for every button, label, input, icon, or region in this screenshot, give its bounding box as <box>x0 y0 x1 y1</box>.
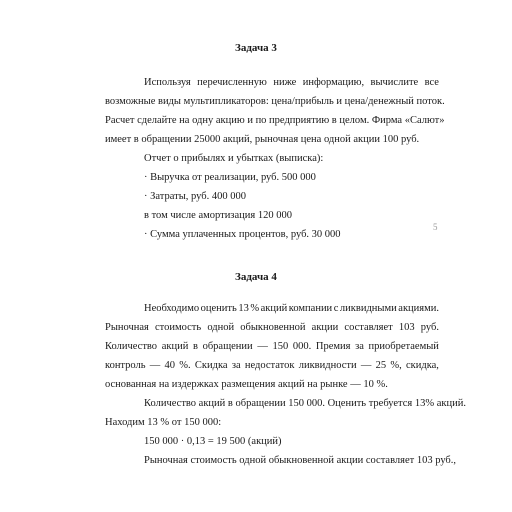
page-number: 5 <box>433 222 438 232</box>
task4-paragraph-line-2 <box>105 321 439 334</box>
word: акциями. <box>398 303 439 314</box>
word: руб. <box>420 322 439 333</box>
word: акции <box>311 322 339 333</box>
task3-list-item: · Выручка от реализации, руб. 500 000 <box>144 172 316 183</box>
word: 150 <box>272 341 289 352</box>
word: Необходимо <box>144 303 200 314</box>
word: вычислите <box>370 77 419 88</box>
task3-list-item: в том числе амортизация 120 000 <box>144 210 292 221</box>
task4-paragraph-line-3 <box>105 340 439 353</box>
task3-paragraph-line-2: возможные виды мультипликаторов: цена/прибыль и цена/денежный поток. <box>105 96 445 107</box>
task3-paragraph-line-3: Расчет сделайте на одну акцию и по предприятию в целом. Фирма «Салют» <box>105 115 445 126</box>
word: Рыночная <box>105 322 149 333</box>
task3-report-title: Отчет о прибылях и убытках (выписка): <box>144 153 324 164</box>
word: акций <box>260 303 288 314</box>
word: — <box>360 360 372 371</box>
task4-title: Задача 4 <box>235 271 277 283</box>
word: обыкновенной <box>240 322 306 333</box>
word: Премия <box>315 341 351 352</box>
word: акций <box>161 341 189 352</box>
word: — <box>149 360 161 371</box>
word: ликвидности <box>298 360 357 371</box>
task4-paragraph2-line-2: Находим 13 % от 150 000: <box>105 417 222 428</box>
word: Используя <box>144 77 191 88</box>
word: Скидка <box>194 360 228 371</box>
task4-paragraph-line-5: основанная на издержках размещения акций на рынке — 10 %. <box>105 379 388 390</box>
word: 40 <box>164 360 176 371</box>
word: ликвидными <box>339 303 397 314</box>
word: оценить <box>200 303 237 314</box>
task4-paragraph-line-4 <box>105 359 439 372</box>
word: %. <box>179 360 191 371</box>
task3-paragraph-line-1 <box>144 76 439 89</box>
word: стоимость <box>155 322 202 333</box>
task4-paragraph3-line-1: Рыночная стоимость одной обыкновенной акции составляет 103 руб., <box>144 455 457 466</box>
task3-title: Задача 3 <box>235 42 277 54</box>
word: %, <box>390 360 402 371</box>
word: в <box>192 341 198 352</box>
word: Количество <box>105 341 158 352</box>
word: одной <box>207 322 235 333</box>
word: недостаток <box>244 360 295 371</box>
word: компании <box>288 303 333 314</box>
word: 000. <box>292 341 312 352</box>
task3-list-item: · Затраты, руб. 400 000 <box>144 191 246 202</box>
word: с <box>333 303 339 314</box>
word: за <box>231 360 241 371</box>
word: контроль <box>105 360 146 371</box>
word: составляет <box>344 322 393 333</box>
task3-list-item: · Сумма уплаченных процентов, руб. 30 000 <box>144 229 341 240</box>
word: приобретаемый <box>368 341 439 352</box>
word: 103 <box>398 322 415 333</box>
word: скидка, <box>405 360 439 371</box>
task4-paragraph2-line-1: Количество акций в обращении 150 000. Оценить требуется 13% акций. <box>144 398 466 409</box>
word: ниже <box>273 77 297 88</box>
word: — <box>257 341 268 352</box>
task4-formula: 150 000 · 0,13 = 19 500 (акций) <box>144 436 282 447</box>
word: за <box>355 341 364 352</box>
task3-paragraph-line-4: имеет в обращении 25000 акций, рыночная цена одной акции 100 руб. <box>105 134 420 145</box>
word: информацию, <box>302 77 365 88</box>
word: перечисленную <box>197 77 267 88</box>
word: % <box>250 303 260 314</box>
task4-paragraph-line-1 <box>144 302 439 315</box>
word: обращении <box>202 341 253 352</box>
word: все <box>424 77 439 88</box>
word: 25 <box>375 360 387 371</box>
word: 13 <box>238 303 249 314</box>
